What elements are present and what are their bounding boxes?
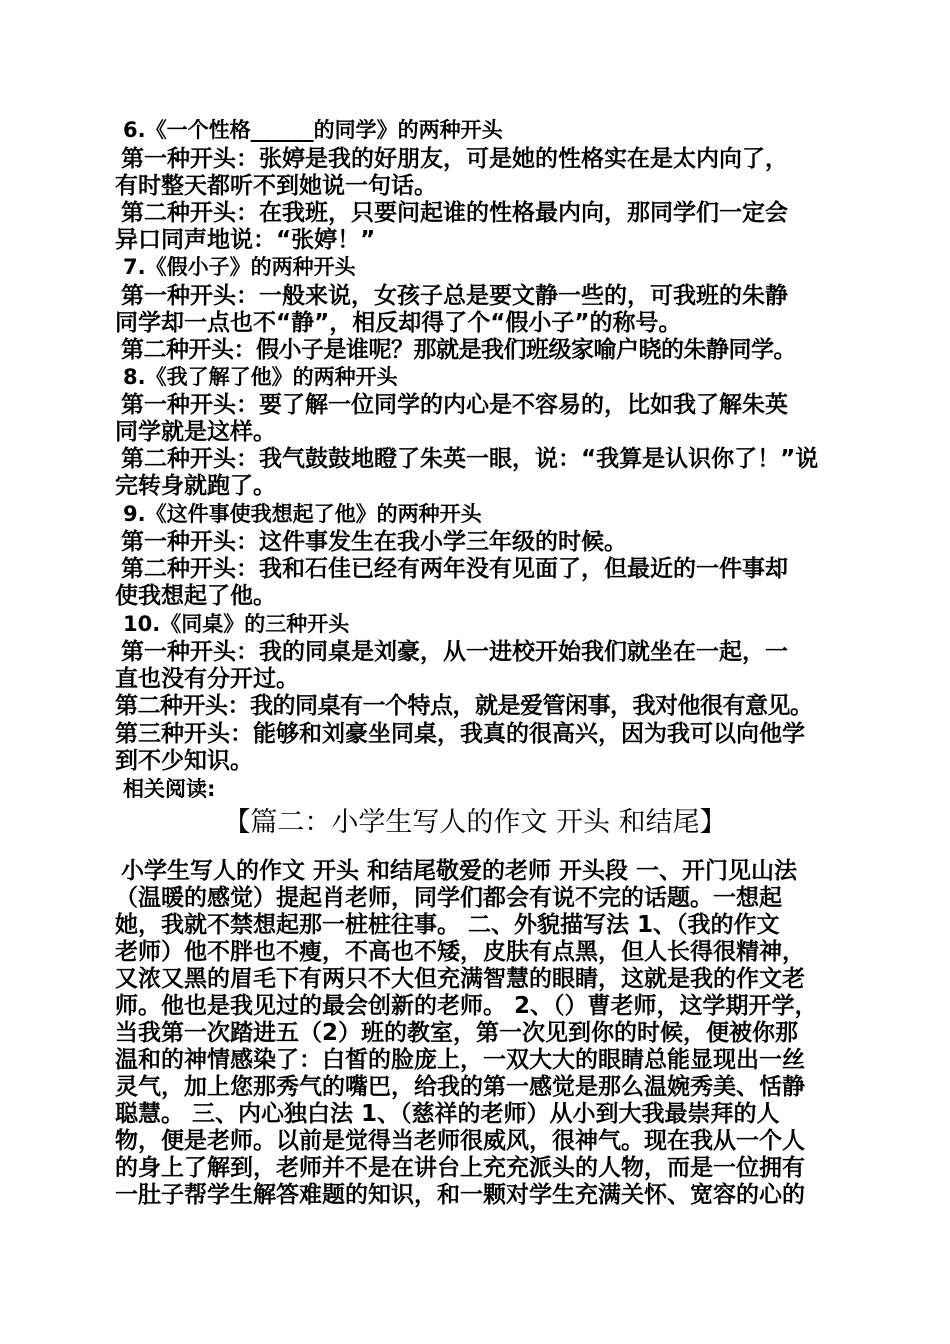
heading-8: 8.《我了解了他》的两种开头 (123, 365, 398, 389)
text-line: 直也没有分开过。 (115, 666, 299, 692)
text-line: 又浓又黑的眉毛下有两只不大但充满智慧的眼睛，这就是我的作文老 (115, 966, 805, 992)
text-line: 第一种开头：张婷是我的好朋友，可是她的性格实在是太内向了， (121, 146, 788, 172)
text-line: 使我想起了他。 (115, 583, 276, 609)
text-line: 有时整天都听不到她说一句话。 (115, 173, 437, 199)
text-line: 第二种开头：我和石佳已经有两年没有见面了，但最近的一件事却 (121, 556, 788, 582)
text-line: 一肚子帮学生解答难题的知识，和一颗对学生充满关怀、宽容的心的 (115, 1182, 805, 1208)
text-line: 第二种开头：假小子是谁呢？那就是我们班级家喻户晓的朱静同学。 (121, 337, 796, 363)
text-line: 第一种开头：要了解一位同学的内心是不容易的，比如我了解朱英 (121, 392, 788, 418)
text-line: 的身上了解到，老师并不是在讲台上充充派头的人物，而是一位拥有 (115, 1155, 805, 1181)
heading-6: 6.《一个性格______的同学》的两种开头 (123, 118, 503, 142)
text-line: 完转身就跑了。 (115, 473, 276, 499)
text-line: 同学却一点也不“静”，相反却得了个“假小子”的称号。 (115, 310, 682, 336)
text-line: 第一种开头：这件事发生在我小学三年级的时候。 (121, 529, 627, 555)
text-line: 聪慧。 三、内心独白法 1、（慈祥的老师）从小到大我最崇拜的人 (115, 1101, 780, 1127)
text-line: 第二种开头：在我班，只要问起谁的性格最内向，那同学们一定会 (121, 200, 788, 226)
text-line: 她，我就不禁想起那一桩桩往事。 二、外貌描写法 1、（我的作文 (115, 912, 780, 938)
text-line: 第二种开头：我的同桌有一个特点，就是爱管闲事，我对他很有意见。 (115, 693, 813, 719)
heading-7: 7.《假小子》的两种开头 (123, 255, 356, 279)
text-line: 同学就是这样。 (115, 419, 276, 445)
section-title: 【篇二：小学生写人的作文 开头 和结尾】 (223, 807, 727, 838)
heading-9: 9.《这件事使我想起了他》的两种开头 (123, 502, 482, 526)
text-line: 异口同声地说：“张婷！” (115, 227, 376, 253)
text-line: 小学生写人的作文 开头 和结尾敬爱的老师 开头段 一、开门见山法 (121, 858, 798, 884)
text-line: 第一种开头：我的同桌是刘豪，从一进校开始我们就坐在一起，一 (121, 639, 788, 665)
text-line: 物，便是老师。以前是觉得当老师很威风，很神气。现在我从一个人 (115, 1128, 805, 1154)
related-reading-label: 相关阅读: (123, 777, 216, 801)
text-line: 灵气，加上您那秀气的嘴巴，给我的第一感觉是那么温婉秀美、恬静 (115, 1074, 805, 1100)
text-line: （温暖的感觉）提起肖老师，同学们都会有说不完的话题。一想起 (115, 885, 782, 911)
text-line: 师。他也是我见过的最会创新的老师。 2、（）曹老师，这学期开学， (115, 993, 818, 1019)
text-line: 温和的神情感染了：白皙的脸庞上，一双大大的眼睛总能显现出一丝 (115, 1047, 805, 1073)
text-line: 第一种开头：一般来说，女孩子总是要文静一些的，可我班的朱静 (121, 283, 788, 309)
text-line: 老师）他不胖也不瘦，不高也不矮，皮肤有点黑，但人长得很精神， (115, 939, 805, 965)
heading-10: 10.《同桌》的三种开头 (123, 612, 350, 636)
text-line: 当我第一次踏进五（2）班的教室，第一次见到你的时候，便被你那 (115, 1020, 799, 1046)
text-line: 第二种开头：我气鼓鼓地瞪了朱英一眼，说：“我算是认识你了！”说 (121, 446, 819, 472)
text-line: 到不少知识。 (115, 748, 253, 774)
text-line: 第三种开头：能够和刘豪坐同桌，我真的很高兴，因为我可以向他学 (115, 721, 805, 747)
